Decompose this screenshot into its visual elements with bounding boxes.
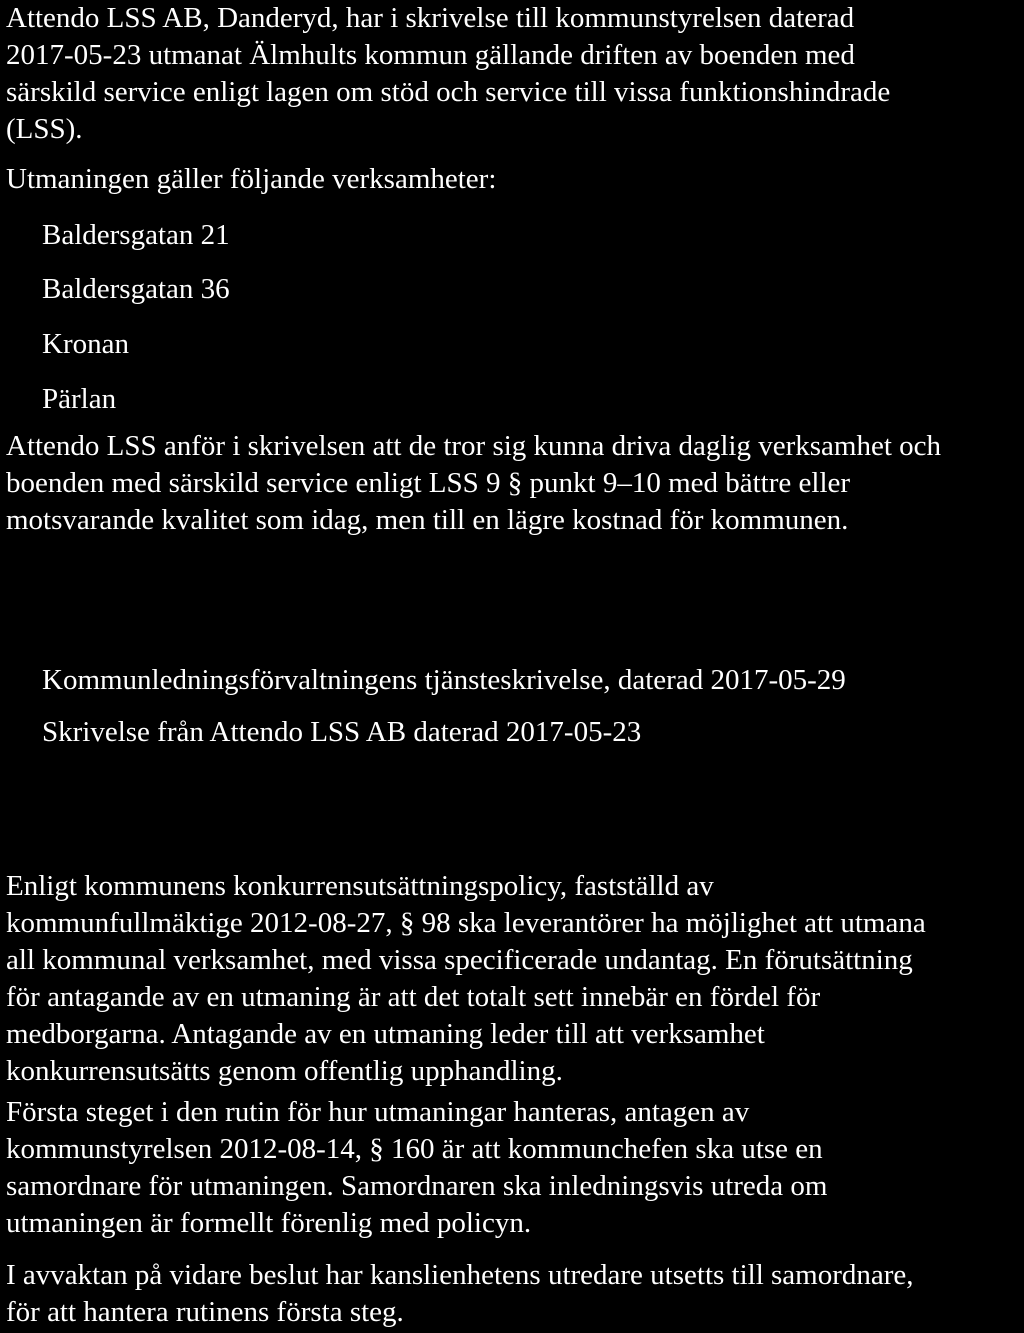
reference-item: Skrivelse från Attendo LSS AB daterad 2017-05-23 <box>42 716 642 748</box>
routine-line: kommunstyrelsen 2012-08-14, § 160 är att kommunchefen ska utse en <box>6 1133 823 1165</box>
routine-paragraph <box>6 1094 1016 1242</box>
pending-paragraph <box>6 1257 1016 1331</box>
claim-line: Attendo LSS anför i skrivelsen att de tror sig kunna driva daglig verksamhet och <box>6 430 942 462</box>
pending-line: I avvaktan på vidare beslut har kanslienhetens utredare utsetts till samordnare, <box>6 1259 914 1291</box>
challenge-list-item: Baldersgatan 36 <box>42 273 230 305</box>
routine-line: utmaningen är formellt förenlig med policyn. <box>6 1207 532 1239</box>
intro-line: särskild service enligt lagen om stöd och service till vissa funktionshindrade <box>6 76 891 108</box>
challenge-list-item: Pärlan <box>42 383 117 415</box>
routine-line: samordnare för utmaningen. Samordnaren ska inledningsvis utreda om <box>6 1170 828 1202</box>
policy-paragraph <box>6 868 1016 1090</box>
policy-line: för antagande av en utmaning är att det totalt sett innebär en fördel för <box>6 981 821 1013</box>
intro-line: (LSS). <box>6 113 83 145</box>
claim-line: boenden med särskild service enligt LSS 9 § punkt 9–10 med bättre eller <box>6 467 851 499</box>
challenge-list-item: Baldersgatan 21 <box>42 219 230 251</box>
policy-line: all kommunal verksamhet, med vissa specificerade undantag. En förutsättning <box>6 944 913 976</box>
intro-line: Attendo LSS AB, Danderyd, har i skrivelse till kommunstyrelsen daterad <box>6 2 855 34</box>
reference-item: Kommunledningsförvaltningens tjänsteskrivelse, daterad 2017-05-29 <box>42 664 846 696</box>
claim-line: motsvarande kvalitet som idag, men till en lägre kostnad för kommunen. <box>6 504 849 536</box>
intro-paragraph <box>6 0 1016 148</box>
claim-paragraph <box>6 428 1016 539</box>
policy-line: konkurrensutsätts genom offentlig upphandling. <box>6 1055 563 1087</box>
intro-line: 2017-05-23 utmanat Älmhults kommun gällande driften av boenden med <box>6 39 855 71</box>
policy-line: Enligt kommunens konkurrensutsättningspolicy, fastställd av <box>6 870 714 902</box>
challenge-heading: Utmaningen gäller följande verksamheter: <box>6 163 497 195</box>
routine-line: Första steget i den rutin för hur utmaningar hanteras, antagen av <box>6 1096 750 1128</box>
challenge-list-item: Kronan <box>42 328 129 360</box>
policy-line: kommunfullmäktige 2012-08-27, § 98 ska leverantörer ha möjlighet att utmana <box>6 907 926 939</box>
policy-line: medborgarna. Antagande av en utmaning leder till att verksamhet <box>6 1018 765 1050</box>
pending-line: för att hantera rutinens första steg. <box>6 1296 404 1328</box>
